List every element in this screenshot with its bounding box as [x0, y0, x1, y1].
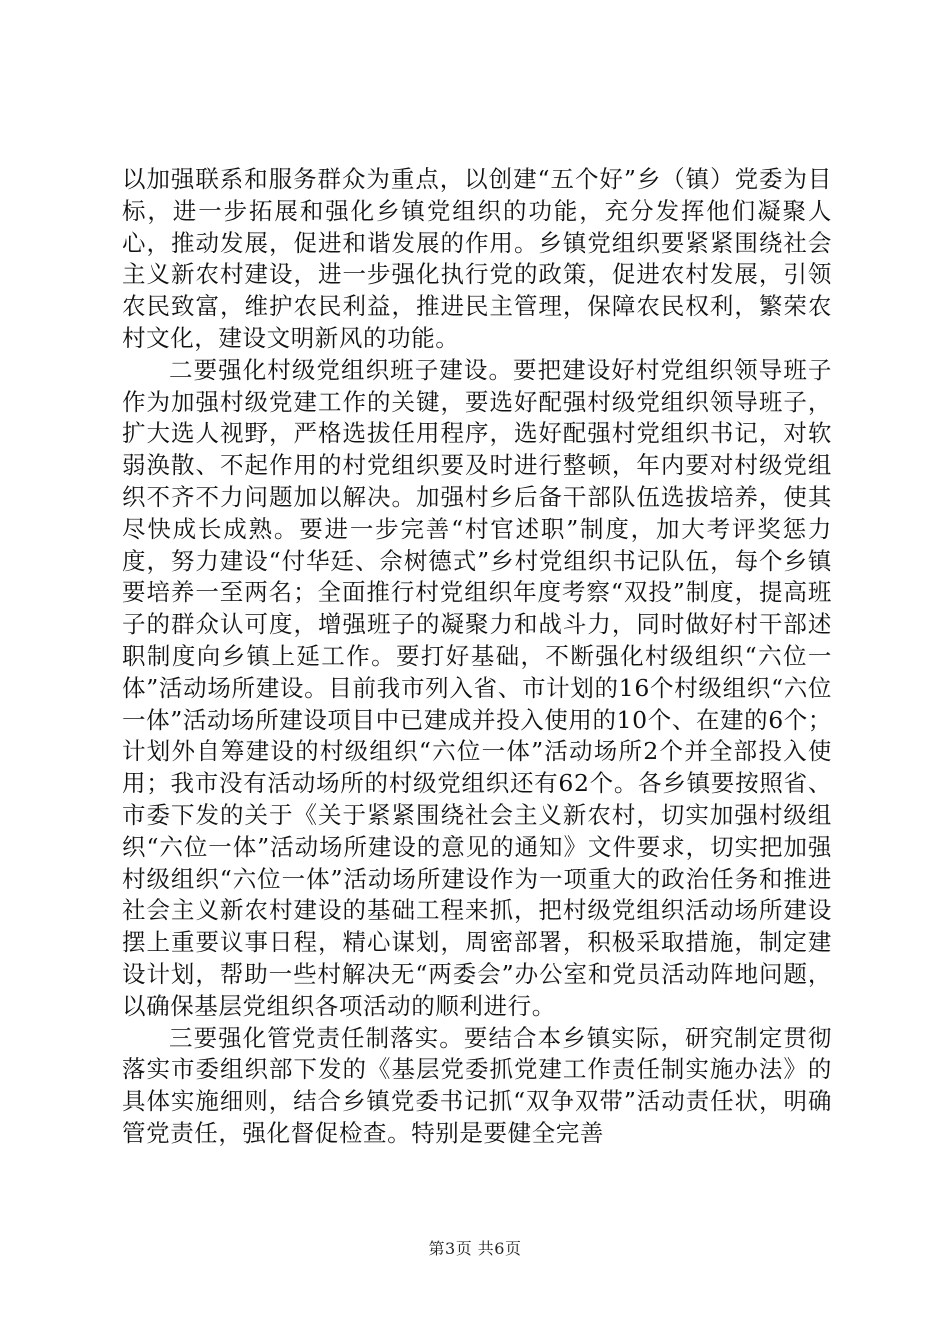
- document-body: [122, 164, 832, 1150]
- paragraph-continuation: 以加强联系和服务群众为重点，以创建“五个好”乡（镇）党委为目标，进一步拓展和强化乡镇党组织的功能，充分发挥他们凝聚人心，推动发展，促进和谐发展的作用。乡镇党组织要紧紧围绕社会主义新农村建设，进一步强化执行党的政策，促进农村发展，引领农民致富，维护农民利益，推进民主管理，保障农民权利，繁荣农村文化，建设文明新风的功能。: [122, 165, 832, 352]
- page-number-footer: 第3页 共6页: [428, 1239, 522, 1258]
- paragraph-party-responsibility: 三要强化管党责任制落实。要结合本乡镇实际，研究制定贯彻落实市委组织部下发的《基层党委抓党建工作责任制实施办法》的具体实施细则，结合乡镇党委书记抓“双争双带”活动责任状，明确管党责任，强化督促检查。特别是要健全完善: [122, 1023, 832, 1147]
- paragraph-village-party-leadership: 二要强化村级党组织班子建设。要把建设好村党组织领导班子作为加强村级党建工作的关键，要选好配强村级党组织领导班子，扩大选人视野，严格选拔任用程序，选好配强村党组织书记，对软弱涣散、不起作用的村党组织要及时进行整顿，年内要对村级党组织不齐不力问题加以解决。加强村乡后备干部队伍选拔培养，使其尽快成长成熟。要进一步完善“村官述职”制度，加大考评奖惩力度，努力建设“付华廷、佘树德式”乡村党组织书记队伍，每个乡镇要培养一至两名；全面推行村党组织年度考察“双投”制度，提高班子的群众认可度，增强班子的凝聚力和战斗力，同时做好村干部述职制度向乡镇上延工作。要打好基础，不断强化村级组织“六位一体”活动场所建设。目前我市列入省、市计划的16个村级组织“六位一体”活动场所建设项目中已建成并投入使用的10个、在建的6个；计划外自筹建设的村级组织“六位一体”活动场所2个并全部投入使用；我市没有活动场所的村级党组织还有62个。各乡镇要按照省、市委下发的关于《关于紧紧围绕社会主义新农村，切实加强村级组织“六位一体”活动场所建设的意见的通知》文件要求，切实把加强村级组织“六位一体”活动场所建设作为一项重大的政治任务和推进社会主义新农村建设的基础工程来抓，把村级党组织活动场所建设摆上重要议事日程，精心谋划，周密部署，积极采取措施，制定建设计划，帮助一些村解决无“两委会”办公室和党员活动阵地问题，以确保基层党组织各项活动的顺利进行。: [122, 355, 832, 1020]
